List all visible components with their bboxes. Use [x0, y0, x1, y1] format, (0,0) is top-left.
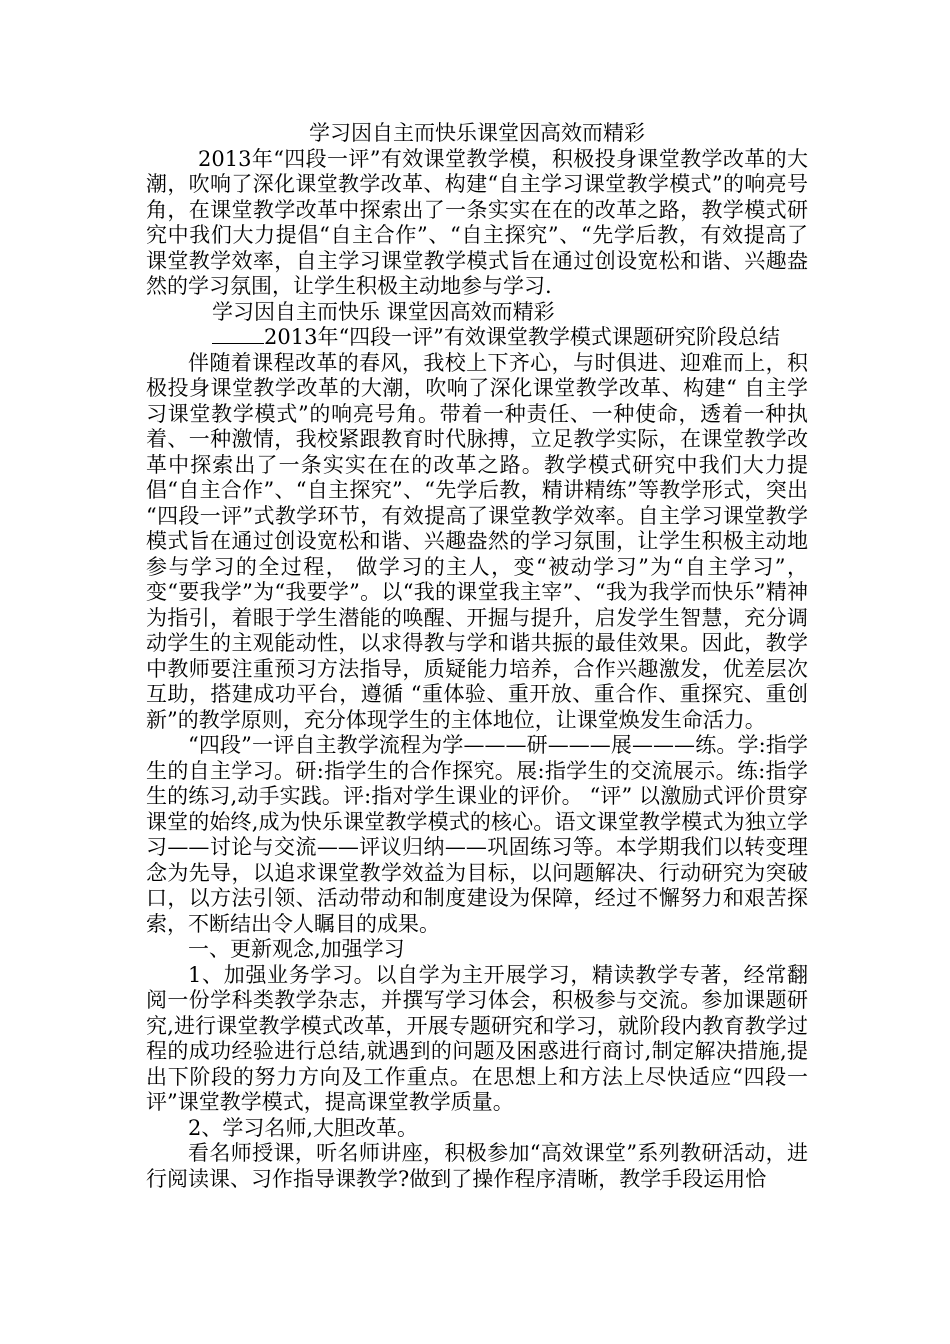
document-title: 学习因自主而快乐课堂因高效而精彩 — [309, 121, 645, 145]
document-subtitle: 学习因自主而快乐 课堂因高效而精彩 — [212, 299, 555, 324]
body-paragraph-4: 看名师授课，听名师讲座，积极参加“高效课堂”系列教研活动，进行阅读课、习作指导课教学?做到了操作程序清晰，教学手段运用恰 — [146, 1141, 808, 1191]
document-subline — [146, 325, 808, 351]
abstract-paragraph: 2013年“四段一评”有效课堂教学模，积极投身课堂教学改革的大潮，吹响了深化课堂教学改革、构建“自主学习课堂教学模式”的响亮号角，在课堂教学改革中探索出了一条实实在在的改革之路，教学模式研究中我们大力提倡“自主合作”、“自主探究”、“先学后教，有效提高了课堂教学效率，自主学习课堂教学模式旨在通过创设宽松和谐、兴趣盎然的学习氛围，让学生积极主动地参与学习. — [146, 146, 808, 298]
body-paragraph-2: “四段”一评自主教学流程为学———研———展———练。学:指学生的自主学习。研:指学生的合作探究。展:指学生的交流展示。练:指学生的练习,动手实践。评:指对学生课业的评价。 “评” 以激励式评价贯穿课堂的始终,成为快乐课堂教学模式的核心。语文课堂教学模式为独立学习——讨论与交流——评议归纳——巩固练习等。本学期我们以转变理念为先导，以追求课堂教学效益为目标，以问题解决、行动研究为突破口，以方法引领、活动带动和制度建设为保障，经过不懈努力和艰苦探索，不断结出令人瞩目的成果。 — [146, 733, 808, 936]
underline-blank — [212, 325, 264, 344]
body-paragraph-1: 伴随着课程改革的春风，我校上下齐心，与时俱进、迎难而上，积极投身课堂教学改革的大潮，吹响了深化课堂教学改革、构建“ 自主学习课堂教学模式”的响亮号角。带着一种责任、一种使命，透着一种执着、一种激情，我校紧跟教育时代脉搏，立足教学实际，在课堂教学改革中探索出了一条实实在在的改革之路。教学模式研究中我们大力提倡“自主合作”、“自主探究”、“先学后教，精讲精练”等教学形式，突出 “四段一评”式教学环节，有效提高了课堂教学效率。自主学习课堂教学模式旨在通过创设宽松和谐、兴趣盎然的学习氛围，让学生积极主动地参与学习的全过程， 做学习的主人，变“被动学习”为“自主学习”，变“要我学”为“我要学”。以“我的课堂我主宰”、“我为我学而快乐”精神为指引，着眼于学生潜能的唤醒、开掘与提升，启发学生智慧，充分调动学生的主观能动性，以求得教与学和谐共振的最佳效果。因此，教学中教师要注重预习方法指导，质疑能力培养，合作兴趣激发，优差层次互助，搭建成功平台，遵循 “重体验、重开放、重合作、重探究、重创新”的教学原则，充分体现学生的主体地位，让课堂焕发生命活力。 — [146, 350, 808, 732]
body-paragraph-3: 1、加强业务学习。以自学为主开展学习，精读教学专著，经常翻阅一份学科类教学杂志，并撰写学习体会，积极参与交流。参加课题研究,进行课堂教学模式改革，开展专题研究和学习，就阶段内教育教学过程的成功经验进行总结,就遇到的问题及困惑进行商讨,制定解决措施,提出下阶段的努力方向及工作重点。在思想上和方法上尽快适应“四段一评”课堂教学模式，提高课堂教学质量。 — [146, 962, 808, 1114]
subsection-heading-2: 2、学习名师,大胆改革。 — [188, 1115, 419, 1140]
subline-text: 2013年“四段一评”有效课堂教学模式课题研究阶段总结 — [264, 325, 780, 349]
section-heading-1: 一、更新观念,加强学习 — [188, 937, 405, 961]
document-page — [146, 121, 808, 1192]
